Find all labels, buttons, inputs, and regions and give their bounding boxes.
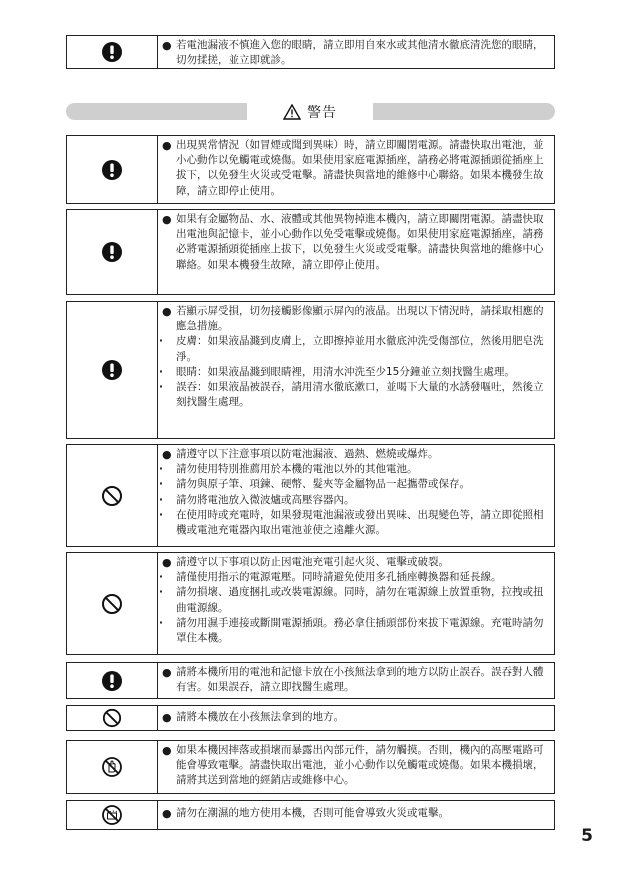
warning-box-1 <box>66 35 555 69</box>
warning-box-6 <box>66 552 555 655</box>
mandatory-icon <box>101 241 123 263</box>
sub-item-text: · 請僅使用指示的電源電壓。同時請避免使用多孔插座轉換器和延長線。 <box>163 570 550 585</box>
mandatory-icon <box>101 670 123 692</box>
warning-box-5 <box>66 444 555 547</box>
no-wet-icon <box>101 804 123 826</box>
warning-box-9 <box>66 740 555 794</box>
warning-banner <box>66 99 555 124</box>
warning-box-10 <box>66 800 555 830</box>
sub-item-text: · 在使用時或充電時，如果發現電池漏液或發出異味、出現變色等，請立即從照相機或電池充電器內取出電池並使之遠離火源。 <box>163 508 550 538</box>
no-touch-icon <box>101 756 123 778</box>
mandatory-icon <box>101 159 123 181</box>
warning-text: ● 若電池漏液不慎進入您的眼睛，請立即用自來水或其他清水徹底清洗您的眼睛，切勿揉搓，並立即就診。 <box>163 38 550 68</box>
mandatory-icon <box>101 359 123 381</box>
sub-item-text: · 請勿將電池放入微波爐或高壓容器內。 <box>163 493 550 508</box>
sub-item-text: · 請勿損壞、過度捆扎或改裝電源線。同時，請勿在電源線上放置重物，拉拽或扭曲電源線。 <box>163 585 550 615</box>
warning-box-7 <box>66 662 555 699</box>
sub-item-text: · 請勿使用特別推薦用於本機的電池以外的其他電池。 <box>163 462 550 477</box>
prohibited-icon <box>102 708 122 728</box>
warning-text: ● 若顯示屏受損，切勿接觸影像顯示屏內的液晶。出現以下情況時，請採取相應的應急措施。 <box>163 304 550 334</box>
warning-box-8 <box>66 705 555 731</box>
warning-box-2 <box>66 135 555 204</box>
warning-text: ● 出現異常情況（如冒煙或聞到異味）時，請立即關閉電源。請盡快取出電池，並小心動作以免觸電或燒傷。如果使用家庭電源插座，請務必將電源插頭從插座上拔下，以免發生火災或受電擊。請盡快與當地的維修中心聯絡。如果本機發生故障，請立即停止使用。 <box>163 138 550 199</box>
sub-item-text: · 眼睛：如果液晶濺到眼睛裡，用清水沖洗至少15分鐘並立刻找醫生處理。 <box>163 365 550 380</box>
prohibited-icon <box>101 485 123 507</box>
sub-item-text: · 皮膚：如果液晶濺到皮膚上，立即擦掉並用水徹底沖洗受傷部位，然後用肥皂洗淨。 <box>163 334 550 364</box>
sub-item-text: · 請勿與原子筆、項鍊、硬幣、髮夾等金屬物品一起攜帶或保存。 <box>163 477 550 492</box>
warning-text: ● 如果有金屬物品、水、液體或其他異物掉進本機內，請立即關閉電源。請盡快取出電池與記憶卡，並小心動作以免受電擊或燒傷。如果使用家庭電源插座，請務必將電源插頭從插座上拔下，以免發生火災或受電擊。請盡快與當地的維修中心聯絡。如果本機發生故障，請立即停止使用。 <box>163 212 550 273</box>
page-number: 5 <box>581 826 593 846</box>
warning-triangle-icon <box>283 104 301 120</box>
sub-item-text: · 請勿用濕手連接或斷開電源插頭。務必拿住插頭部份來拔下電源線。充電時請勿罩住本機。 <box>163 616 550 646</box>
warning-text: ● 如果本機因摔落或損壞而暴露出內部元件，請勿觸摸。否則，機內的高壓電路可能會導致電擊。請盡快取出電池，並小心動作以免觸電或燒傷。如果本機損壞，請將其送到當地的經銷店或維修中心。 <box>163 743 550 789</box>
warning-text: ● 請遵守以下注意事項以防電池漏液、過熱、燃燒或爆炸。 <box>163 447 550 462</box>
prohibited-icon <box>101 593 123 615</box>
warning-text: ● 請將本機所用的電池和記憶卡放在小孩無法拿到的地方以防止誤吞。誤吞對人體有害。如果誤吞，請立即找醫生處理。 <box>163 665 550 695</box>
sub-item-text: · 誤吞：如果液晶被誤吞，請用清水徹底漱口，並喝下大量的水誘發嘔吐，然後立刻找醫生處理。 <box>163 380 550 410</box>
warning-text: ● 請將本機放在小孩無法拿到的地方。 <box>163 710 550 725</box>
banner-title: 警告 <box>307 104 337 121</box>
warning-text: ● 請遵守以下事項以防止因電池充電引起火災、電擊或破裂。 <box>163 555 550 570</box>
warning-box-3 <box>66 209 555 295</box>
warning-box-4 <box>66 301 555 439</box>
mandatory-icon <box>101 41 123 63</box>
warning-text: ● 請勿在潮濕的地方使用本機，否則可能會導致火災或電擊。 <box>163 806 550 821</box>
